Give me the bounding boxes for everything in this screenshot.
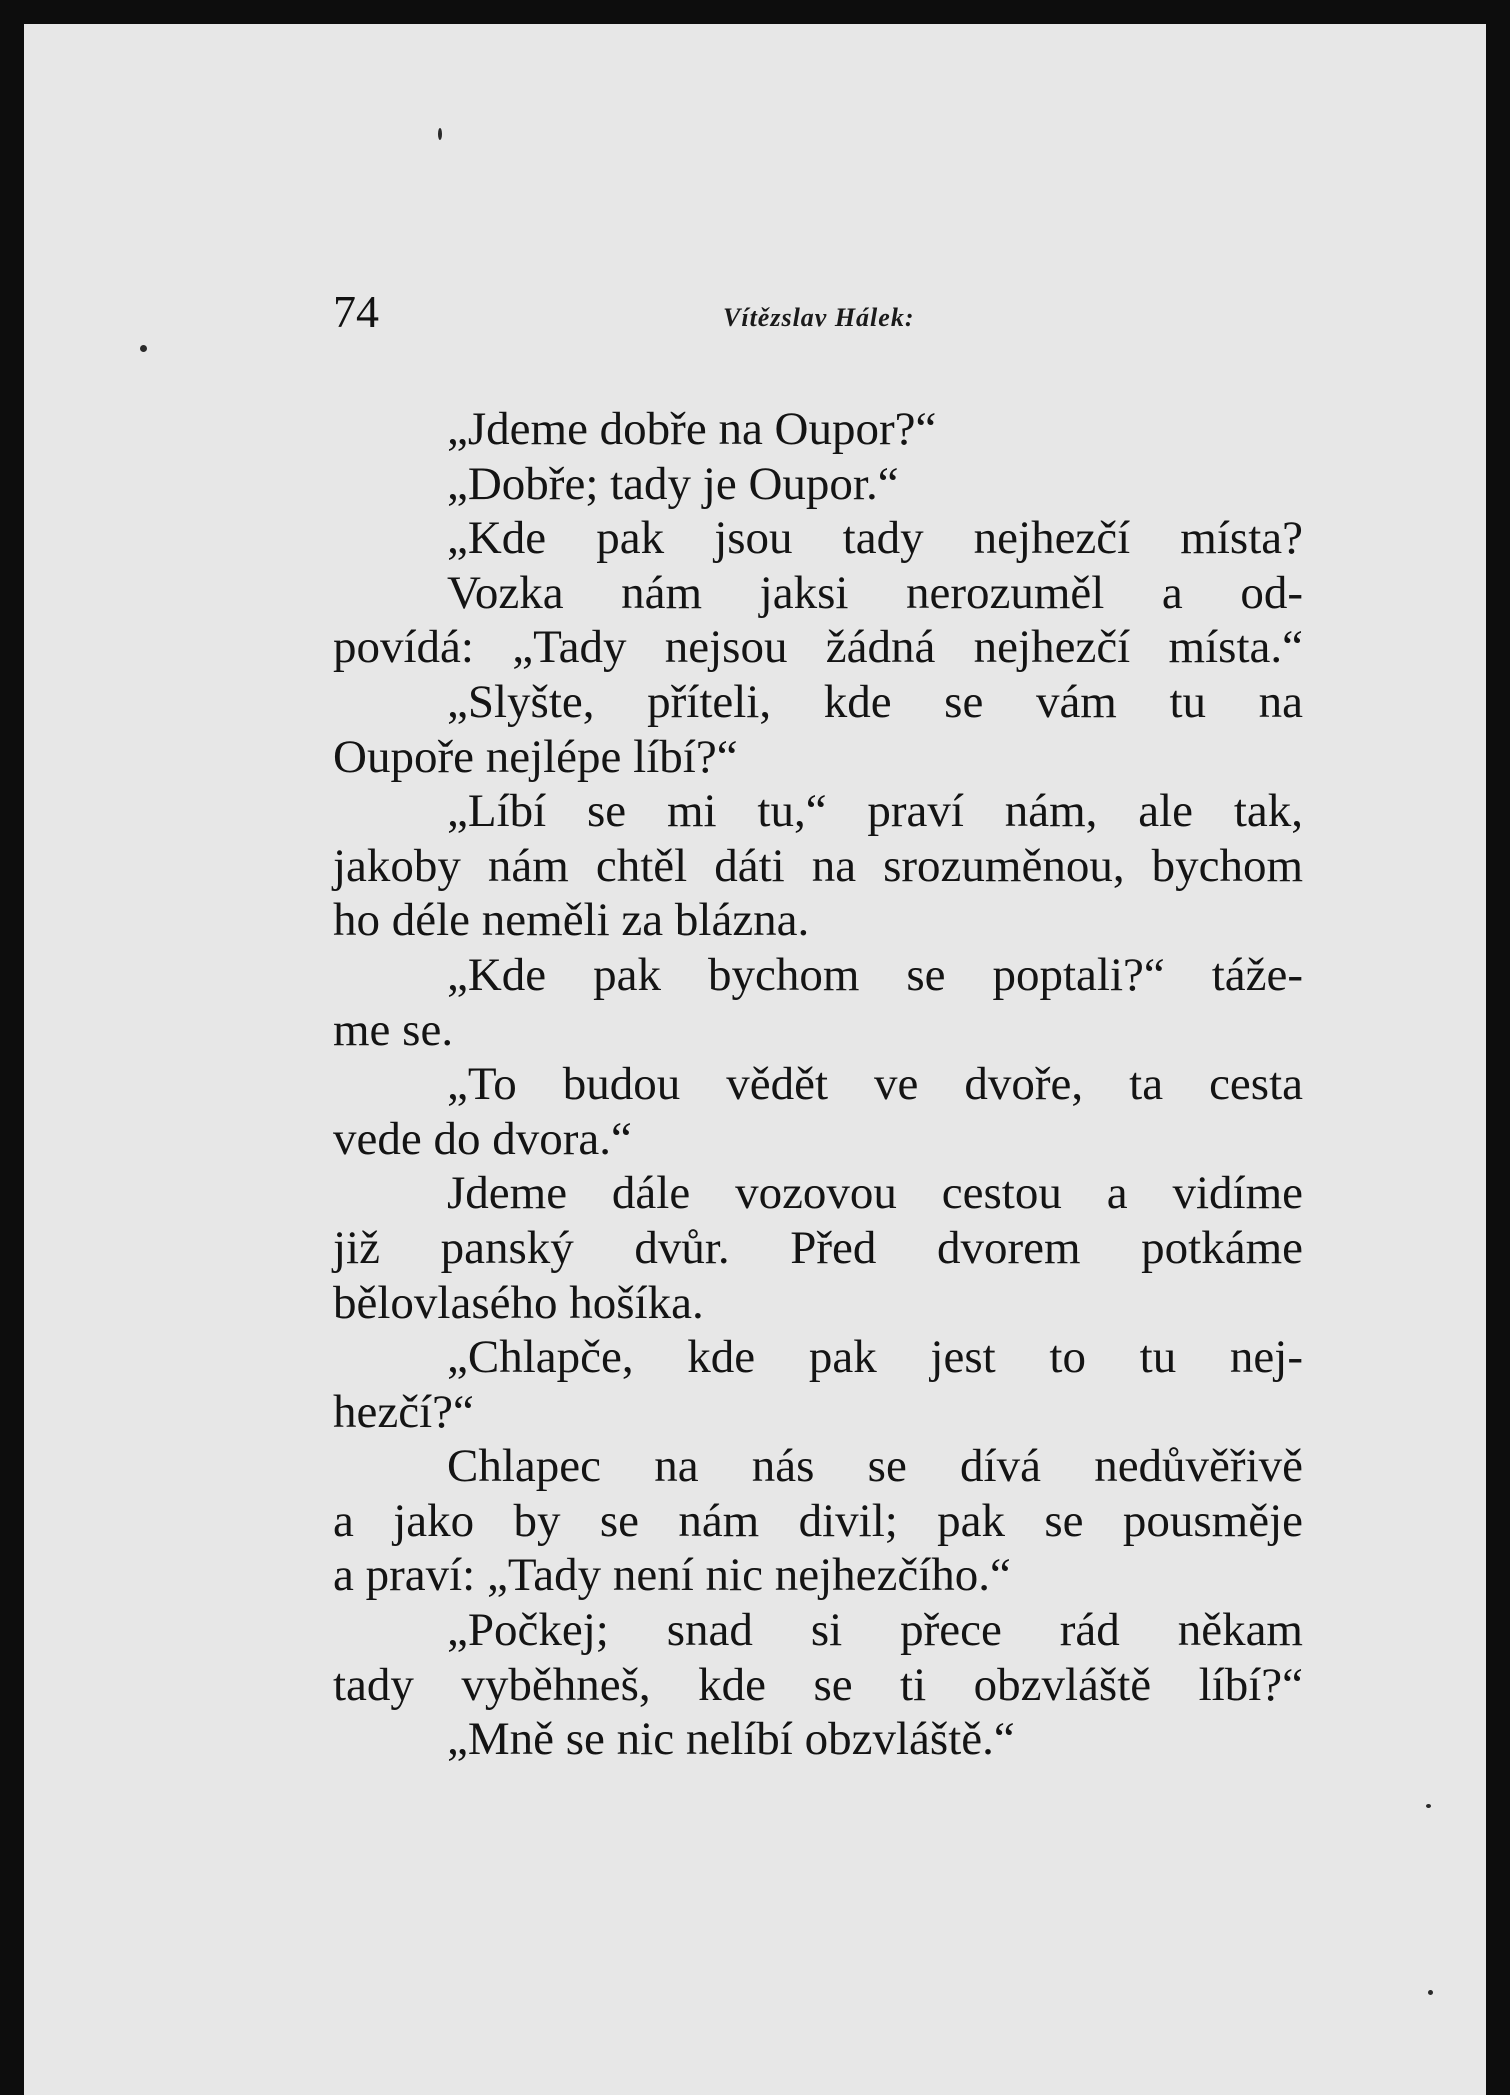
text-line: Vozka nám jaksi nerozuměl a od- <box>447 566 1303 619</box>
text-line: tady vyběhneš, kde se ti obzvláště líbí?“ <box>333 1658 1303 1711</box>
text-line: ho déle neměli za blázna. <box>333 894 810 947</box>
ink-speck <box>438 128 442 140</box>
text-line: „Jdeme dobře na Oupor?“ <box>447 403 937 455</box>
page-number: 74 <box>333 286 379 337</box>
text-line: „Chlapče, kde pak jest to tu nej- <box>447 1331 1303 1384</box>
text-line: me se. <box>333 1003 454 1056</box>
body-text <box>333 402 1303 1767</box>
page-header <box>333 272 1303 352</box>
text-line: „Kde pak jsou tady nejhezčí místa? <box>447 512 1303 565</box>
text-line: „Kde pak bychom se poptali?“ táže- <box>447 948 1303 1001</box>
text-line: již panský dvůr. Před dvorem potkáme <box>333 1221 1303 1274</box>
running-head: Vítězslav Hálek: <box>723 303 915 332</box>
text-line: a praví: „Tady není nic nejhezčího.“ <box>333 1549 1011 1602</box>
text-line: Oupoře nejlépe líbí?“ <box>333 730 738 783</box>
text-line: „Mně se nic nelíbí obzvláště.“ <box>447 1713 1015 1766</box>
text-line: hezčí?“ <box>333 1385 474 1438</box>
text-line: bělovlasého hošíka. <box>333 1276 704 1329</box>
text-line: „Dobře; tady je Oupor.“ <box>447 457 899 510</box>
text-line: „Líbí se mi tu,“ praví nám, ale tak, <box>447 785 1303 838</box>
ink-speck <box>140 345 147 352</box>
ink-speck <box>1428 1990 1433 1995</box>
text-line: „Počkej; snad si přece rád někam <box>447 1604 1303 1657</box>
text-line: „To budou vědět ve dvoře, ta cesta <box>447 1058 1303 1111</box>
text-line: Jdeme dále vozovou cestou a vidíme <box>447 1167 1303 1220</box>
text-line: Chlapec na nás se dívá nedůvěřivě <box>447 1440 1303 1493</box>
text-line: vede do dvora.“ <box>333 1112 632 1165</box>
text-line: jakoby nám chtěl dáti na srozuměnou, bychom <box>333 839 1303 892</box>
text-line: „Slyšte, příteli, kde se vám tu na <box>447 675 1303 728</box>
ink-speck <box>1426 1804 1431 1808</box>
text-line: povídá: „Tady nejsou žádná nejhezčí místa.“ <box>333 621 1303 674</box>
text-line: a jako by se nám divil; pak se pousměje <box>333 1494 1303 1547</box>
book-page <box>24 24 1486 2095</box>
